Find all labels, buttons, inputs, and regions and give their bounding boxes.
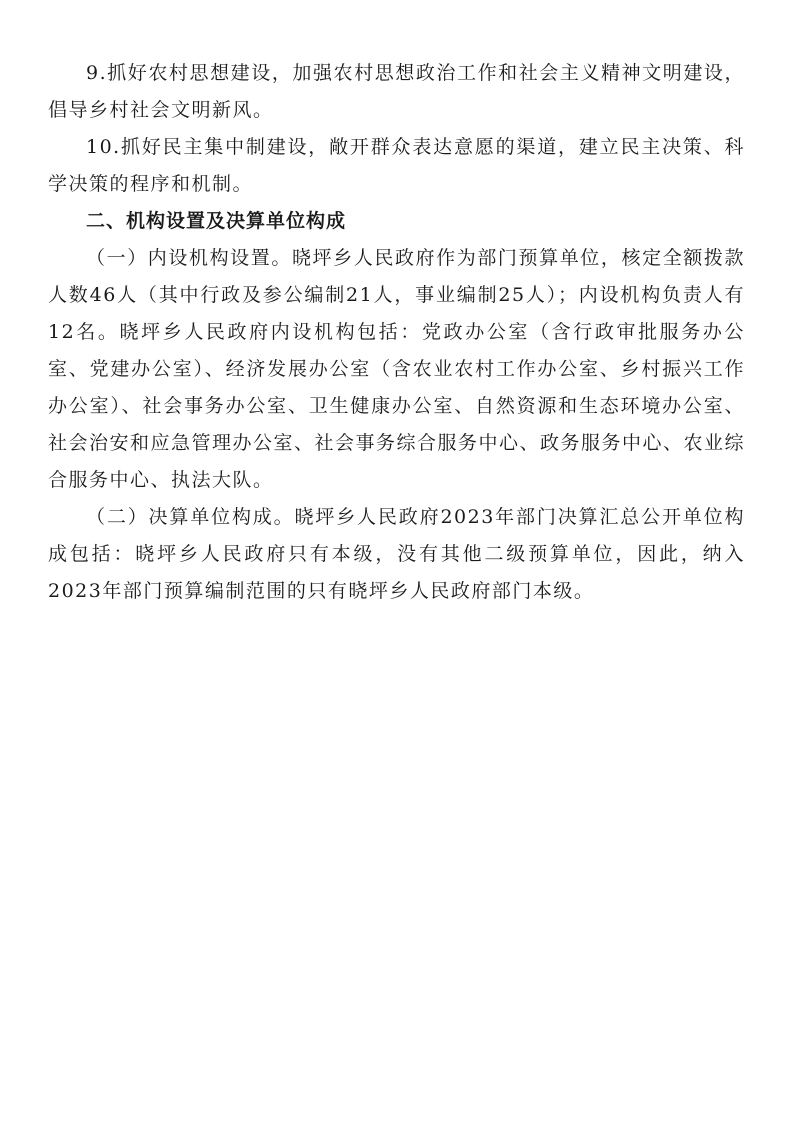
paragraph-item-9: 9.抓好农村思想建设，加强农村思想政治工作和社会主义精神文明建设，倡导乡村社会文明新风。 (48, 62, 745, 121)
document-page (48, 55, 745, 610)
paragraph-item-10: 10.抓好民主集中制建设，敞开群众表达意愿的渠道，建立民主决策、科学决策的程序和机制。 (48, 136, 745, 195)
paragraph-internal-structure: （一）内设机构设置。晓坪乡人民政府作为部门预算单位，核定全额拨款人数46人（其中行政及参公编制21人，事业编制25人）；内设机构负责人有12名。晓坪乡人民政府内设机构包括：党政办公室（含行政审批服务办公室、党建办公室）、经济发展办公室（含农业农村工作办公室、乡村振兴工作办公室）、社会事务办公室、卫生健康办公室、自然资源和生态环境办公室、社会治安和应急管理办公室、社会事务综合服务中心、政务服务中心、农业综合服务中心、执法大队。 (48, 247, 746, 491)
section-heading: 二、机构设置及决算单位构成 (86, 210, 347, 232)
paragraph-reporting-units: （二）决算单位构成。晓坪乡人民政府2023年部门决算汇总公开单位构成包括：晓坪乡人民政府只有本级，没有其他二级预算单位，因此，纳入2023年部门预算编制范围的只有晓坪乡人民政府部门本级。 (48, 506, 745, 602)
